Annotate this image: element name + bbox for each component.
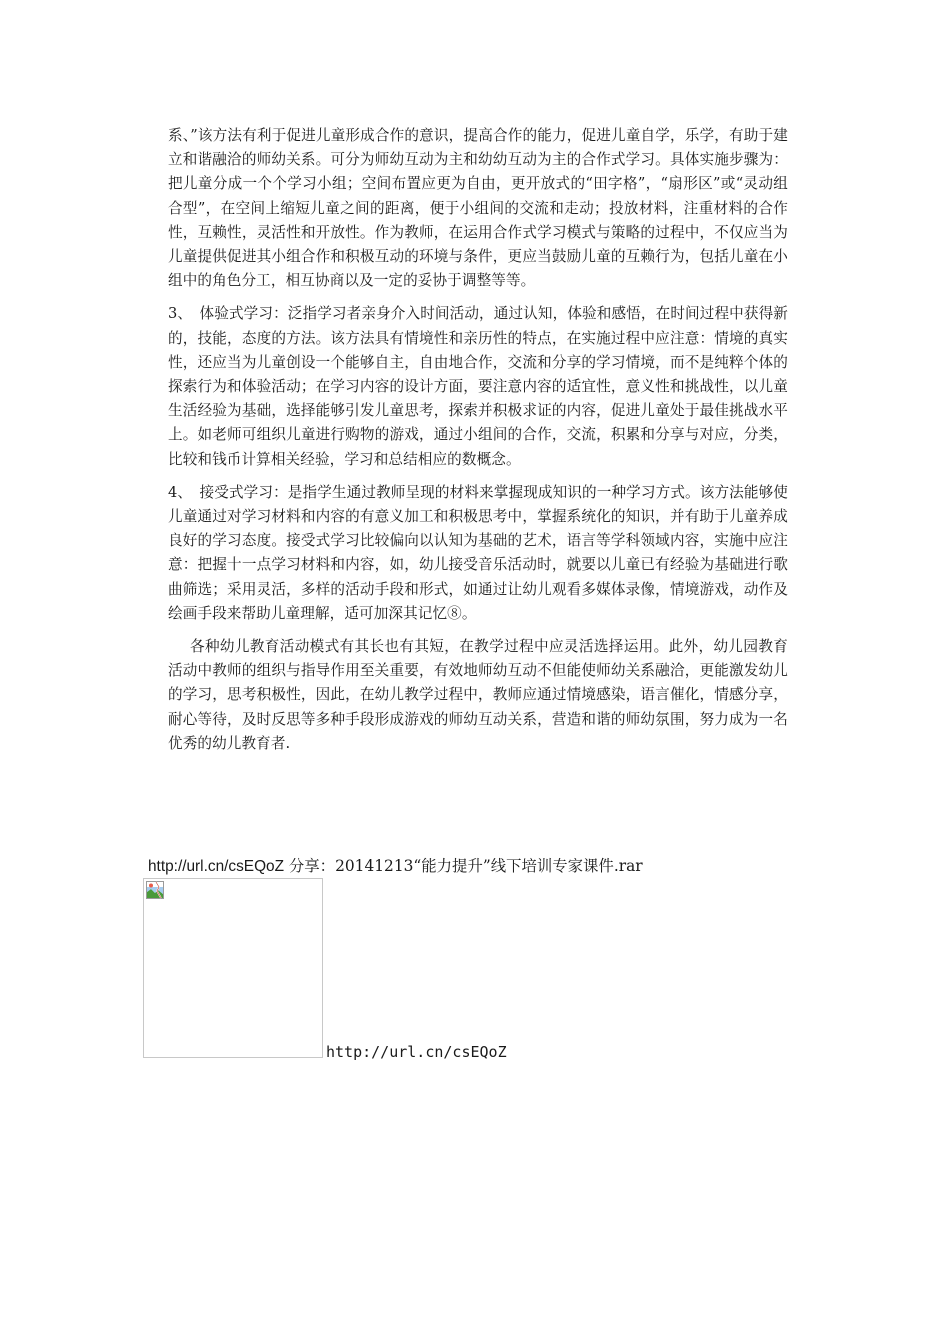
broken-image-icon: [146, 881, 164, 899]
paragraph-experiential-learning: 3、 体验式学习：泛指学习者亲身介入时间活动，通过认知，体验和感悟，在时间过程中获得新的，技能，态度的方法。该方法具有情境性和亲历性的特点，在实施过程中应注意：情境的真实性，还应当为儿童创设一个能够自主，自由地合作，交流和分享的学习情境，而不是纯粹个体的探索行为和体验活动；在学习内容的设计方面，要注意内容的适宜性，意义性和挑战性，以儿童生活经验为基础，选择能够引发儿童思考，探索并积极求证的内容，促进儿童处于最佳挑战水平上。如老师可组织儿童进行购物的游戏，通过小组间的合作，交流，积累和分享与对应，分类，比较和钱币计算相关经验，学习和总结相应的数概念。: [168, 305, 788, 468]
paragraph-conclusion: 各种幼儿教育活动模式有其长也有其短，在教学过程中应灵活选择运用。此外，幼儿园教育活动中教师的组织与指导作用至关重要，有效地师幼互动不但能使师幼关系融洽，更能激发幼儿的学习，思考积极性，因此，在幼儿教学过程中，教师应通过情境感染，语言催化，情感分享，耐心等待，及时反思等多种手段形成游戏的师幼互动关系，营造和谐的师幼氛围，努力成为一名优秀的幼儿教育者.: [168, 638, 788, 752]
paragraph-cooperative-learning: 系、”该方法有利于促进儿童形成合作的意识，提高合作的能力，促进儿童自学，乐学，有助于建立和谐融洽的师幼关系。可分为师幼互动为主和幼幼互动为主的合作式学习。具体实施步骤为：把儿童分成一个个学习小组；空间布置应更为自由，更开放式的“田字格”，“扇形区”或“灵动组合型”，在空间上缩短儿童之间的距离，便于小组间的交流和走动；投放材料，注重材料的合作性，互赖性，灵活性和开放性。作为教师，在运用合作式学习模式与策略的过程中，不仅应当为儿童提供促进其小组合作和积极互动的环境与条件，更应当鼓励儿童的互赖行为，包括儿童在小组中的角色分工，相互协商以及一定的妥协于调整等等。: [168, 127, 788, 290]
document-body: [168, 124, 788, 765]
paragraph-receptive-learning: 4、 接受式学习：是指学生通过教师呈现的材料来掌握现成知识的一种学习方式。该方法能够使儿童通过对学习材料和内容的有意义加工和积极思考中，掌握系统化的知识，并有助于儿童养成良好的学习态度。接受式学习比较偏向以认知为基础的艺术，语言等学科领域内容，实施中应注意：把握十一点学习材料和内容，如，幼儿接受音乐活动时，就要以儿童已有经验为基础进行歌曲筛选；采用灵活，多样的活动手段和形式，如通过让幼儿观看多媒体录像，情境游戏，动作及绘画手段来帮助儿童理解，适可加深其记忆⑧。: [168, 483, 788, 622]
share-line: [148, 854, 848, 879]
embedded-image[interactable]: [143, 878, 323, 1058]
share-link[interactable]: http://url.cn/csEQoZ: [148, 858, 284, 875]
image-caption-link[interactable]: http://url.cn/csEQoZ: [326, 1043, 507, 1061]
share-text: 分享：20141213“能力提升”线下培训专家课件.rar: [284, 857, 643, 875]
